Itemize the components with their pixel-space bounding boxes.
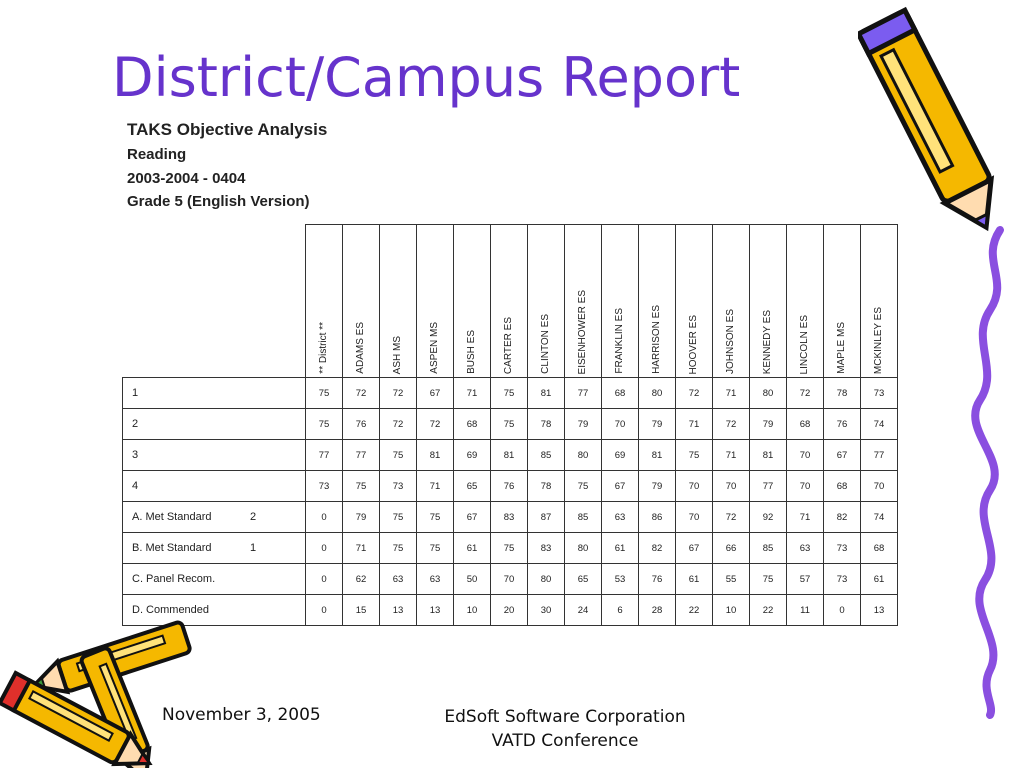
row-label: 3	[132, 449, 139, 461]
table-cell: 77	[565, 378, 602, 409]
column-header-label: CLINTON ES	[540, 314, 551, 374]
column-header	[454, 225, 491, 378]
table-cell: 75	[306, 409, 343, 440]
table-cell: 61	[676, 564, 713, 595]
report-header	[127, 117, 327, 214]
table-cell: 73	[824, 564, 861, 595]
table-cell: 76	[491, 471, 528, 502]
table-cell: 0	[306, 502, 343, 533]
table-cell: 65	[565, 564, 602, 595]
table-cell: 61	[861, 564, 898, 595]
table-cell: 0	[306, 533, 343, 564]
table-cell: 70	[787, 471, 824, 502]
table-cell: 28	[639, 595, 676, 626]
table-cell: 63	[417, 564, 454, 595]
table-cell: 72	[713, 502, 750, 533]
report-period: 2003-2004 - 0404	[127, 169, 246, 187]
table-row	[123, 564, 898, 595]
column-header	[343, 225, 380, 378]
row-label-cell	[123, 564, 306, 595]
table-cell: 63	[602, 502, 639, 533]
table-cell: 22	[676, 595, 713, 626]
table-cell: 92	[750, 502, 787, 533]
column-header	[639, 225, 676, 378]
table-cell: 15	[343, 595, 380, 626]
row-label-cell	[123, 378, 306, 409]
column-header-label: MCKINLEY ES	[873, 306, 884, 374]
table-cell: 13	[417, 595, 454, 626]
table-cell: 70	[787, 440, 824, 471]
table-row	[123, 440, 898, 471]
table-cell: 81	[528, 378, 565, 409]
table-cell: 30	[528, 595, 565, 626]
column-header	[528, 225, 565, 378]
table-cell: 71	[713, 440, 750, 471]
table-row	[123, 471, 898, 502]
table-cell: 80	[528, 564, 565, 595]
table-cell: 0	[306, 564, 343, 595]
pencils-bottom-left-icon	[0, 620, 210, 768]
table-cell: 74	[861, 409, 898, 440]
footer-org-name: EdSoft Software Corporation	[444, 707, 686, 727]
table-cell: 65	[454, 471, 491, 502]
row-label: 4	[132, 480, 139, 492]
table-cell: 75	[491, 378, 528, 409]
table-cell: 83	[528, 533, 565, 564]
table-cell: 71	[787, 502, 824, 533]
pencil-top-right-icon	[858, 0, 1008, 250]
table-cell: 62	[343, 564, 380, 595]
row-label-extra: 2	[250, 511, 257, 523]
table-cell: 75	[417, 533, 454, 564]
column-header-label: HOOVER ES	[688, 314, 699, 374]
report-grade: Grade 5 (English Version)	[127, 193, 310, 210]
table-cell: 80	[565, 440, 602, 471]
table-cell: 81	[639, 440, 676, 471]
table-cell: 80	[565, 533, 602, 564]
table-cell: 67	[454, 502, 491, 533]
row-label-extra: 1	[250, 542, 257, 554]
table-cell: 10	[454, 595, 491, 626]
table-row	[123, 533, 898, 564]
table-cell: 85	[528, 440, 565, 471]
table-cell: 77	[306, 440, 343, 471]
column-header-label: KENNEDY ES	[762, 309, 773, 374]
column-header-label: BUSH ES	[466, 330, 477, 374]
table-cell: 72	[787, 378, 824, 409]
table-cell: 76	[343, 409, 380, 440]
column-header	[824, 225, 861, 378]
table-cell: 79	[750, 409, 787, 440]
table-cell: 13	[861, 595, 898, 626]
footer-date: November 3, 2005	[162, 705, 321, 725]
table-cell: 75	[380, 440, 417, 471]
table-cell: 73	[380, 471, 417, 502]
column-header	[417, 225, 454, 378]
column-header-label: ASH MS	[392, 335, 403, 374]
table-cell: 63	[380, 564, 417, 595]
table-cell: 6	[602, 595, 639, 626]
table-cell: 70	[713, 471, 750, 502]
table-cell: 79	[639, 471, 676, 502]
column-header-label: EISENHOWER ES	[577, 289, 588, 374]
table-cell: 71	[454, 378, 491, 409]
taks-objective-table	[122, 224, 898, 626]
table-row	[123, 595, 898, 626]
table-row	[123, 502, 898, 533]
table-cell: 61	[454, 533, 491, 564]
report-title: TAKS Objective Analysis	[127, 120, 328, 139]
table-cell: 82	[639, 533, 676, 564]
table-cell: 72	[713, 409, 750, 440]
slide-title: District/Campus Report	[112, 46, 741, 109]
table-cell: 73	[306, 471, 343, 502]
column-header-label: LINCOLN ES	[799, 314, 810, 374]
table-cell: 74	[861, 502, 898, 533]
table-cell: 71	[417, 471, 454, 502]
row-label-cell	[123, 502, 306, 533]
column-header-label: ** District **	[318, 322, 329, 374]
table-cell: 76	[639, 564, 676, 595]
column-header-label: ASPEN MS	[429, 322, 440, 374]
column-header-label: JOHNSON ES	[725, 308, 736, 374]
table-cell: 11	[787, 595, 824, 626]
table-cell: 57	[787, 564, 824, 595]
header-blank-cell	[123, 225, 306, 378]
column-header-label: ADAMS ES	[355, 322, 366, 374]
table-cell: 75	[306, 378, 343, 409]
table-row	[123, 378, 898, 409]
table-cell: 55	[713, 564, 750, 595]
table-cell: 10	[713, 595, 750, 626]
table-cell: 72	[380, 409, 417, 440]
table-cell: 83	[491, 502, 528, 533]
table-cell: 68	[602, 378, 639, 409]
table-cell: 80	[639, 378, 676, 409]
column-header	[565, 225, 602, 378]
table-cell: 85	[565, 502, 602, 533]
table-cell: 67	[602, 471, 639, 502]
table-row	[123, 409, 898, 440]
row-label: C. Panel Recom.	[132, 573, 216, 585]
column-header-label: CARTER ES	[503, 316, 514, 374]
table-cell: 70	[602, 409, 639, 440]
table-cell: 79	[639, 409, 676, 440]
table-cell: 77	[861, 440, 898, 471]
column-header	[306, 225, 343, 378]
table-cell: 85	[750, 533, 787, 564]
column-header	[602, 225, 639, 378]
table-cell: 75	[491, 409, 528, 440]
table-cell: 75	[380, 502, 417, 533]
table-cell: 0	[306, 595, 343, 626]
report-subject: Reading	[127, 146, 187, 163]
row-label-cell	[123, 409, 306, 440]
table-cell: 67	[824, 440, 861, 471]
table-cell: 70	[676, 471, 713, 502]
column-header-label: HARRISON ES	[651, 305, 662, 374]
table-cell: 70	[676, 502, 713, 533]
table-cell: 78	[528, 409, 565, 440]
table-cell: 80	[750, 378, 787, 409]
table-cell: 75	[491, 533, 528, 564]
table-cell: 68	[861, 533, 898, 564]
row-label: 1	[132, 387, 139, 399]
table-cell: 81	[417, 440, 454, 471]
table-cell: 69	[602, 440, 639, 471]
table-cell: 87	[528, 502, 565, 533]
table-cell: 68	[454, 409, 491, 440]
table-cell: 81	[491, 440, 528, 471]
table-cell: 82	[824, 502, 861, 533]
table-cell: 67	[417, 378, 454, 409]
table-cell: 53	[602, 564, 639, 595]
column-header	[380, 225, 417, 378]
row-label: A. Met Standard	[132, 511, 212, 523]
table-cell: 72	[417, 409, 454, 440]
table-cell: 0	[824, 595, 861, 626]
column-header	[713, 225, 750, 378]
column-header-row	[123, 225, 898, 378]
table-cell: 72	[343, 378, 380, 409]
column-header	[491, 225, 528, 378]
column-header	[787, 225, 824, 378]
table-cell: 73	[824, 533, 861, 564]
table-cell: 68	[824, 471, 861, 502]
table-cell: 61	[602, 533, 639, 564]
table-cell: 50	[454, 564, 491, 595]
table-cell: 13	[380, 595, 417, 626]
table-cell: 75	[380, 533, 417, 564]
row-label-cell	[123, 440, 306, 471]
table-cell: 63	[787, 533, 824, 564]
table-cell: 22	[750, 595, 787, 626]
table-cell: 81	[750, 440, 787, 471]
table-cell: 71	[676, 409, 713, 440]
table-cell: 71	[343, 533, 380, 564]
table-cell: 72	[676, 378, 713, 409]
table-cell: 75	[750, 564, 787, 595]
table-cell: 79	[565, 409, 602, 440]
table-cell: 70	[491, 564, 528, 595]
table-cell: 72	[380, 378, 417, 409]
row-label-cell	[123, 533, 306, 564]
table-cell: 20	[491, 595, 528, 626]
table-cell: 73	[861, 378, 898, 409]
row-label-cell	[123, 471, 306, 502]
table-cell: 77	[343, 440, 380, 471]
table-body	[123, 378, 898, 626]
row-label: D. Commended	[132, 604, 210, 616]
row-label: B. Met Standard	[132, 542, 212, 554]
column-header	[676, 225, 713, 378]
table-cell: 78	[528, 471, 565, 502]
table-cell: 75	[417, 502, 454, 533]
table-cell: 67	[676, 533, 713, 564]
table-cell: 70	[861, 471, 898, 502]
table-cell: 86	[639, 502, 676, 533]
table-cell: 79	[343, 502, 380, 533]
column-header	[750, 225, 787, 378]
footer-organization	[400, 705, 730, 753]
row-label: 2	[132, 418, 139, 430]
table-cell: 78	[824, 378, 861, 409]
table-cell: 75	[676, 440, 713, 471]
table-cell: 68	[787, 409, 824, 440]
table-cell: 75	[565, 471, 602, 502]
footer-conference: VATD Conference	[491, 731, 639, 751]
table-cell: 66	[713, 533, 750, 564]
table-cell: 24	[565, 595, 602, 626]
table-cell: 76	[824, 409, 861, 440]
column-header-label: MAPLE MS	[836, 322, 847, 374]
table-cell: 71	[713, 378, 750, 409]
table-cell: 77	[750, 471, 787, 502]
column-header-label: FRANKLIN ES	[614, 308, 625, 374]
table-cell: 69	[454, 440, 491, 471]
table-cell: 75	[343, 471, 380, 502]
squiggle-line-icon	[960, 220, 1024, 720]
